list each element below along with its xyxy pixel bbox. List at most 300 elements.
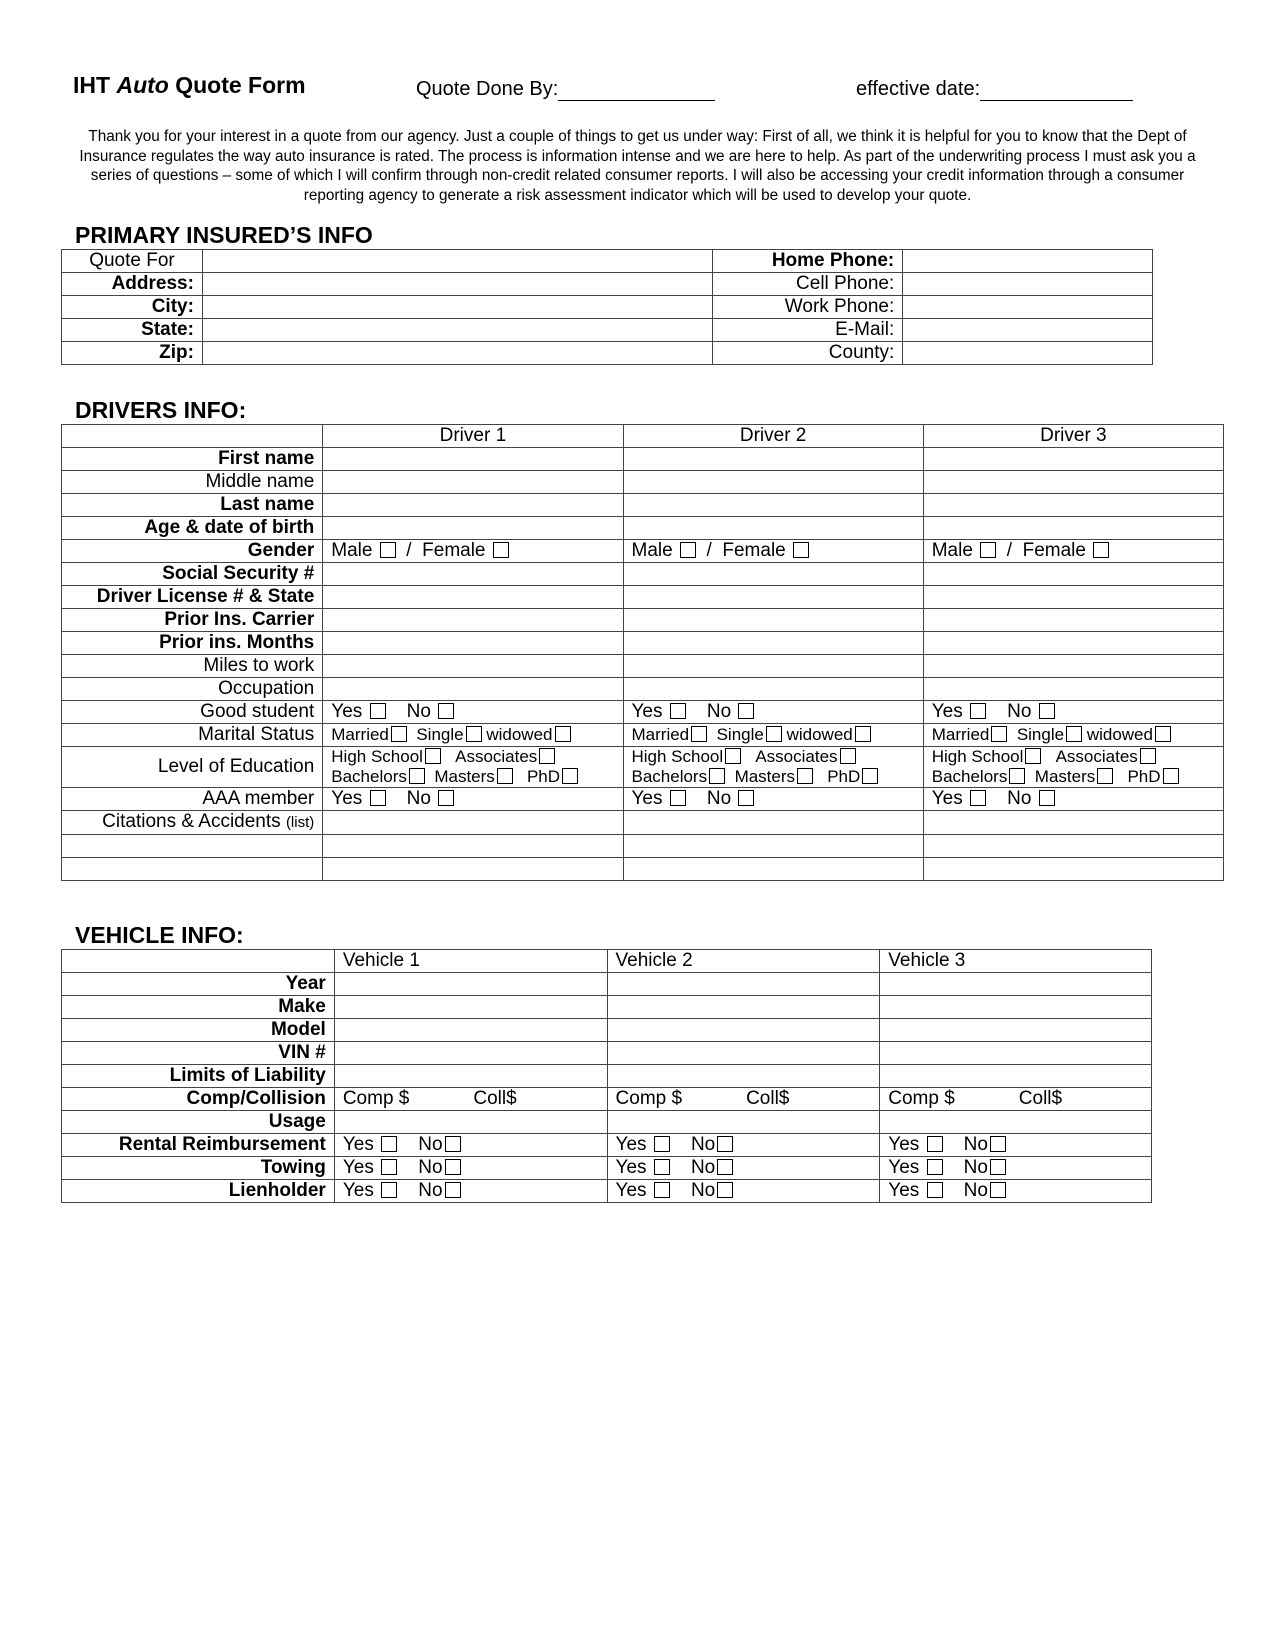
no-option-label: No <box>963 1157 988 1178</box>
driver-3-citations-cell[interactable] <box>923 811 1223 835</box>
no-checkbox[interactable] <box>438 703 454 719</box>
female-checkbox[interactable] <box>793 542 809 558</box>
vehicle-1-year-cell[interactable] <box>334 973 607 996</box>
driver-1-license-cell[interactable] <box>323 586 623 609</box>
table-row <box>62 811 1224 835</box>
table-row <box>62 632 1224 655</box>
address-input[interactable] <box>202 273 712 296</box>
vehicles-table <box>61 949 1152 1203</box>
yes-checkbox[interactable] <box>381 1182 397 1198</box>
table-row <box>62 1111 1152 1134</box>
yes-checkbox[interactable] <box>370 790 386 806</box>
yes-checkbox[interactable] <box>670 703 686 719</box>
table-row <box>62 609 1224 632</box>
table-row <box>62 1134 1152 1157</box>
driver-2-miles-cell[interactable] <box>623 655 923 678</box>
masters-checkbox[interactable] <box>797 768 813 784</box>
gender-separator: / <box>406 540 412 561</box>
female-option-label: Female <box>722 540 786 561</box>
phd-checkbox[interactable] <box>1163 768 1179 784</box>
single-option-label: Single <box>1016 725 1065 744</box>
bachelors-option-label: Bachelors <box>331 767 407 786</box>
drivers-info-heading: DRIVERS INFO: <box>75 397 247 423</box>
no-checkbox[interactable] <box>445 1159 461 1175</box>
driver-1-gender-cell[interactable] <box>323 540 623 563</box>
quote-done-by-label: Quote Done By: <box>416 78 559 100</box>
no-option-label: No <box>418 1134 443 1155</box>
female-option-label: Female <box>1022 540 1086 561</box>
table-row <box>62 586 1224 609</box>
driver-3-license-cell[interactable] <box>923 586 1223 609</box>
yes-checkbox[interactable] <box>970 790 986 806</box>
married-checkbox[interactable] <box>391 726 407 742</box>
driver-3-good-student-cell[interactable] <box>923 701 1223 724</box>
driver-1-citations-cell[interactable] <box>323 811 623 835</box>
driver-3-middle-name-cell[interactable] <box>923 471 1223 494</box>
table-row <box>62 448 1224 471</box>
yes-option-label: Yes <box>331 788 363 809</box>
county-input[interactable] <box>903 342 1153 365</box>
no-option-label: No <box>963 1180 988 1201</box>
age-dob-label: Age & date of birth <box>62 517 323 540</box>
occupation-label: Occupation <box>62 678 323 701</box>
bachelors-checkbox[interactable] <box>1009 768 1025 784</box>
driver-3-miles-cell[interactable] <box>923 655 1223 678</box>
yes-option-label: Yes <box>931 788 963 809</box>
state-label: State: <box>62 319 203 342</box>
driver-2-marital-cell[interactable] <box>623 724 923 747</box>
coll-label: Coll$ <box>473 1088 517 1109</box>
yes-checkbox[interactable] <box>654 1182 670 1198</box>
driver-2-first-name-cell[interactable] <box>623 448 923 471</box>
yes-option-label: Yes <box>615 1180 647 1201</box>
driver-2-middle-name-cell[interactable] <box>623 471 923 494</box>
masters-checkbox[interactable] <box>1097 768 1113 784</box>
driver-2-prior-carrier-cell[interactable] <box>623 609 923 632</box>
female-option-label: Female <box>422 540 486 561</box>
no-checkbox[interactable] <box>445 1136 461 1152</box>
male-option-label: Male <box>931 540 973 561</box>
yes-checkbox[interactable] <box>970 703 986 719</box>
yes-option-label: Yes <box>931 701 963 722</box>
year-label: Year <box>62 973 335 996</box>
no-option-label: No <box>418 1157 443 1178</box>
email-input[interactable] <box>903 319 1153 342</box>
no-option-label: No <box>418 1180 443 1201</box>
married-option-label: Married <box>331 725 389 744</box>
driver-3-last-name-cell[interactable] <box>923 494 1223 517</box>
table-row <box>62 701 1224 724</box>
associates-checkbox[interactable] <box>840 748 856 764</box>
high-school-option-label: High School <box>631 747 724 766</box>
email-label: E-Mail: <box>713 319 903 342</box>
driver-3-ssn-cell[interactable] <box>923 563 1223 586</box>
aaa-label: AAA member <box>62 788 323 811</box>
table-row <box>62 540 1224 563</box>
vehicle-3-header: Vehicle 3 <box>880 950 1152 973</box>
citations-label <box>62 811 323 835</box>
table-row <box>62 996 1152 1019</box>
gender-separator: / <box>706 540 712 561</box>
associates-option-label: Associates <box>755 747 838 766</box>
vehicle-info-heading: VEHICLE INFO: <box>75 922 244 948</box>
table-row <box>62 1019 1152 1042</box>
vehicle-3-rental-cell[interactable] <box>880 1134 1152 1157</box>
table-row <box>62 1180 1152 1203</box>
vehicle-3-limits-cell[interactable] <box>880 1065 1152 1088</box>
yes-checkbox[interactable] <box>927 1159 943 1175</box>
high-school-checkbox[interactable] <box>425 748 441 764</box>
no-checkbox[interactable] <box>1039 790 1055 806</box>
driver-2-prior-months-cell[interactable] <box>623 632 923 655</box>
yes-option-label: Yes <box>888 1180 920 1201</box>
single-checkbox[interactable] <box>766 726 782 742</box>
masters-checkbox[interactable] <box>497 768 513 784</box>
yes-option-label: Yes <box>342 1180 374 1201</box>
female-checkbox[interactable] <box>493 542 509 558</box>
blank-label <box>62 858 323 881</box>
vehicle-1-model-cell[interactable] <box>334 1019 607 1042</box>
address-label: Address: <box>62 273 203 296</box>
married-checkbox[interactable] <box>991 726 1007 742</box>
vehicle-1-comp-coll-cell[interactable] <box>334 1088 607 1111</box>
table-row <box>62 655 1224 678</box>
vehicle-2-make-cell[interactable] <box>607 996 880 1019</box>
comp-coll-label: Comp/Collision <box>62 1088 335 1111</box>
primary-insured-table <box>61 249 1153 365</box>
vehicle-1-make-cell[interactable] <box>334 996 607 1019</box>
widowed-option-label: widowed <box>486 725 553 744</box>
no-option-label: No <box>406 701 431 722</box>
no-checkbox[interactable] <box>738 703 754 719</box>
no-checkbox[interactable] <box>738 790 754 806</box>
driver-1-first-name-cell[interactable] <box>323 448 623 471</box>
zip-label: Zip: <box>62 342 203 365</box>
male-option-label: Male <box>331 540 373 561</box>
table-row <box>62 296 1153 319</box>
driver-1-blank-cell[interactable] <box>323 835 623 858</box>
male-checkbox[interactable] <box>380 542 396 558</box>
no-checkbox[interactable] <box>438 790 454 806</box>
male-checkbox[interactable] <box>680 542 696 558</box>
vehicle-1-usage-cell[interactable] <box>334 1111 607 1134</box>
prior-carrier-label: Prior Ins. Carrier <box>62 609 323 632</box>
vehicle-3-usage-cell[interactable] <box>880 1111 1152 1134</box>
driver-3-prior-carrier-cell[interactable] <box>923 609 1223 632</box>
widowed-option-label: widowed <box>786 725 853 744</box>
work-phone-input[interactable] <box>903 296 1153 319</box>
high-school-checkbox[interactable] <box>725 748 741 764</box>
vehicle-2-limits-cell[interactable] <box>607 1065 880 1088</box>
effective-date-input[interactable] <box>980 80 1133 101</box>
driver-1-blank-cell[interactable] <box>323 858 623 881</box>
driver-3-first-name-cell[interactable] <box>923 448 1223 471</box>
quote-for-input[interactable] <box>202 250 712 273</box>
yes-option-label: Yes <box>631 701 663 722</box>
driver-2-aaa-cell[interactable] <box>623 788 923 811</box>
driver-3-blank-cell[interactable] <box>923 858 1223 881</box>
yes-checkbox[interactable] <box>654 1159 670 1175</box>
no-option-label: No <box>690 1157 716 1178</box>
rental-label: Rental Reimbursement <box>62 1134 335 1157</box>
education-label: Level of Education <box>62 747 323 788</box>
zip-input[interactable] <box>202 342 712 365</box>
no-checkbox[interactable] <box>717 1159 733 1175</box>
associates-checkbox[interactable] <box>539 748 555 764</box>
driver-2-occupation-cell[interactable] <box>623 678 923 701</box>
yes-option-label: Yes <box>342 1157 374 1178</box>
vehicle-1-limits-cell[interactable] <box>334 1065 607 1088</box>
table-row <box>62 747 1224 788</box>
vehicle-1-rental-cell[interactable] <box>334 1134 607 1157</box>
yes-option-label: Yes <box>331 701 363 722</box>
bachelors-checkbox[interactable] <box>409 768 425 784</box>
driver-2-ssn-cell[interactable] <box>623 563 923 586</box>
no-option-label: No <box>706 701 732 722</box>
driver-1-prior-carrier-cell[interactable] <box>323 609 623 632</box>
comp-label: Comp $ <box>342 1088 410 1109</box>
widowed-checkbox[interactable] <box>1155 726 1171 742</box>
single-checkbox[interactable] <box>466 726 482 742</box>
bachelors-checkbox[interactable] <box>709 768 725 784</box>
vehicle-2-model-cell[interactable] <box>607 1019 880 1042</box>
make-label: Make <box>62 996 335 1019</box>
married-checkbox[interactable] <box>691 726 707 742</box>
married-option-label: Married <box>931 725 990 744</box>
table-row <box>62 517 1224 540</box>
female-checkbox[interactable] <box>1093 542 1109 558</box>
driver-1-occupation-cell[interactable] <box>323 678 623 701</box>
gender-label: Gender <box>62 540 323 563</box>
driver-3-gender-cell[interactable] <box>923 540 1223 563</box>
driver-1-prior-months-cell[interactable] <box>323 632 623 655</box>
driver-3-marital-cell[interactable] <box>923 724 1223 747</box>
driver-1-middle-name-cell[interactable] <box>323 471 623 494</box>
phd-option-label: PhD <box>526 767 561 786</box>
driver-2-gender-cell[interactable] <box>623 540 923 563</box>
quote-done-by-field <box>416 78 715 101</box>
vehicle-2-rental-cell[interactable] <box>607 1134 880 1157</box>
driver-1-miles-cell[interactable] <box>323 655 623 678</box>
vehicle-1-towing-cell[interactable] <box>334 1157 607 1180</box>
single-checkbox[interactable] <box>1066 726 1082 742</box>
yes-option-label: Yes <box>615 1134 647 1155</box>
yes-option-label: Yes <box>888 1157 920 1178</box>
vehicle-2-year-cell[interactable] <box>607 973 880 996</box>
phd-option-label: PhD <box>827 767 861 786</box>
vehicle-2-lienholder-cell[interactable] <box>607 1180 880 1203</box>
blank-label <box>62 835 323 858</box>
single-option-label: Single <box>416 725 464 744</box>
ssn-label: Social Security # <box>62 563 323 586</box>
yes-checkbox[interactable] <box>927 1182 943 1198</box>
table-row <box>62 471 1224 494</box>
cell-phone-label: Cell Phone: <box>713 273 903 296</box>
table-row <box>62 678 1224 701</box>
driver-2-education-cell[interactable] <box>623 747 923 788</box>
city-input[interactable] <box>202 296 712 319</box>
yes-option-label: Yes <box>615 1157 647 1178</box>
vehicle-3-year-cell[interactable] <box>880 973 1152 996</box>
no-option-label: No <box>706 788 732 809</box>
home-phone-label: Home Phone: <box>713 250 903 273</box>
comp-label: Comp $ <box>888 1088 955 1109</box>
vehicle-3-model-cell[interactable] <box>880 1019 1152 1042</box>
driver-3-blank-cell[interactable] <box>923 835 1223 858</box>
vehicle-3-lienholder-cell[interactable] <box>880 1180 1152 1203</box>
masters-option-label: Masters <box>734 767 796 786</box>
yes-checkbox[interactable] <box>927 1136 943 1152</box>
comp-label: Comp $ <box>615 1088 683 1109</box>
associates-checkbox[interactable] <box>1140 748 1156 764</box>
no-checkbox[interactable] <box>990 1182 1006 1198</box>
yes-checkbox[interactable] <box>654 1136 670 1152</box>
towing-label: Towing <box>62 1157 335 1180</box>
driver-3-aaa-cell[interactable] <box>923 788 1223 811</box>
table-row <box>62 973 1152 996</box>
coll-label: Coll$ <box>746 1088 790 1109</box>
associates-option-label: Associates <box>455 747 538 766</box>
widowed-checkbox[interactable] <box>855 726 871 742</box>
cell-phone-input[interactable] <box>903 273 1153 296</box>
driver-1-age-dob-cell[interactable] <box>323 517 623 540</box>
driver-3-age-dob-cell[interactable] <box>923 517 1223 540</box>
phd-option-label: PhD <box>1127 767 1161 786</box>
table-row <box>62 724 1224 747</box>
model-label: Model <box>62 1019 335 1042</box>
work-phone-label: Work Phone: <box>713 296 903 319</box>
yes-checkbox[interactable] <box>381 1159 397 1175</box>
quote-done-by-input[interactable] <box>558 80 715 101</box>
driver-2-age-dob-cell[interactable] <box>623 517 923 540</box>
driver-3-prior-months-cell[interactable] <box>923 632 1223 655</box>
lienholder-label: Lienholder <box>62 1180 335 1203</box>
no-option-label: No <box>690 1180 716 1201</box>
no-checkbox[interactable] <box>717 1136 733 1152</box>
driver-1-marital-cell[interactable] <box>323 724 623 747</box>
driver-2-blank-cell[interactable] <box>623 858 923 881</box>
single-option-label: Single <box>716 725 764 744</box>
driver-3-education-cell[interactable] <box>923 747 1223 788</box>
effective-date-label: effective date: <box>856 78 981 100</box>
quote-for-label: Quote For <box>62 250 203 273</box>
vehicle-1-header: Vehicle 1 <box>334 950 607 973</box>
table-row <box>62 563 1224 586</box>
table-row <box>62 342 1153 365</box>
citations-label: Citations & Accidents <box>102 811 281 832</box>
state-input[interactable] <box>202 319 712 342</box>
intro-paragraph: Thank you for your interest in a quote from our agency. Just a couple of things to get us under way: First of all, we think it is helpful for you to know that the Dept of Insurance regulates the way auto insurance is rated. The process is information intense and we are here to help. As part of the underwriting process I must ask you a series of questions – some of which I will confirm through non-credit related consumer reports. I will also be accessing your credit information through a consumer reporting agency to generate a risk assessment indicator which will be used to develop your quote. <box>79 128 1196 204</box>
primary-insured-heading: PRIMARY INSURED’S INFO <box>75 222 373 248</box>
male-checkbox[interactable] <box>980 542 996 558</box>
table-row <box>62 1042 1152 1065</box>
yes-option-label: Yes <box>888 1134 920 1155</box>
masters-option-label: Masters <box>1034 767 1096 786</box>
table-row <box>62 319 1153 342</box>
yes-option-label: Yes <box>631 788 663 809</box>
county-label: County: <box>713 342 903 365</box>
widowed-checkbox[interactable] <box>555 726 571 742</box>
driver-1-good-student-cell[interactable] <box>323 701 623 724</box>
vin-label: VIN # <box>62 1042 335 1065</box>
no-checkbox[interactable] <box>990 1136 1006 1152</box>
vehicle-2-towing-cell[interactable] <box>607 1157 880 1180</box>
driver-1-education-cell[interactable] <box>323 747 623 788</box>
vehicle-2-vin-cell[interactable] <box>607 1042 880 1065</box>
driver-2-license-cell[interactable] <box>623 586 923 609</box>
home-phone-input[interactable] <box>903 250 1153 273</box>
male-option-label: Male <box>631 540 673 561</box>
bachelors-option-label: Bachelors <box>631 767 708 786</box>
city-label: City: <box>62 296 203 319</box>
driver-2-last-name-cell[interactable] <box>623 494 923 517</box>
vehicle-2-comp-coll-cell[interactable] <box>607 1088 880 1111</box>
effective-date-field <box>856 78 1133 101</box>
driver-2-blank-cell[interactable] <box>623 835 923 858</box>
vehicle-3-make-cell[interactable] <box>880 996 1152 1019</box>
vehicle-1-lienholder-cell[interactable] <box>334 1180 607 1203</box>
yes-checkbox[interactable] <box>370 703 386 719</box>
no-checkbox[interactable] <box>990 1159 1006 1175</box>
table-header-row <box>62 425 1224 448</box>
limits-label: Limits of Liability <box>62 1065 335 1088</box>
miles-label: Miles to work <box>62 655 323 678</box>
high-school-option-label: High School <box>331 747 423 766</box>
vehicle-3-comp-coll-cell[interactable] <box>880 1088 1152 1111</box>
table-row <box>62 858 1224 881</box>
table-row <box>62 1157 1152 1180</box>
no-checkbox[interactable] <box>445 1182 461 1198</box>
table-row <box>62 1065 1152 1088</box>
no-option-label: No <box>963 1134 988 1155</box>
high-school-checkbox[interactable] <box>1025 748 1041 764</box>
table-header-row <box>62 950 1152 973</box>
vehicle-1-vin-cell[interactable] <box>334 1042 607 1065</box>
good-student-label: Good student <box>62 701 323 724</box>
associates-option-label: Associates <box>1055 747 1138 766</box>
driver-3-occupation-cell[interactable] <box>923 678 1223 701</box>
no-checkbox[interactable] <box>717 1182 733 1198</box>
driver-1-aaa-cell[interactable] <box>323 788 623 811</box>
yes-option-label: Yes <box>342 1134 374 1155</box>
vehicle-3-vin-cell[interactable] <box>880 1042 1152 1065</box>
table-row <box>62 835 1224 858</box>
vehicle-2-usage-cell[interactable] <box>607 1111 880 1134</box>
no-checkbox[interactable] <box>1039 703 1055 719</box>
drivers-table <box>61 424 1224 881</box>
table-row <box>62 494 1224 517</box>
driver-3-header: Driver 3 <box>923 425 1223 448</box>
masters-option-label: Masters <box>434 767 495 786</box>
first-name-label: First name <box>62 448 323 471</box>
yes-checkbox[interactable] <box>670 790 686 806</box>
phd-checkbox[interactable] <box>562 768 578 784</box>
usage-label: Usage <box>62 1111 335 1134</box>
bachelors-option-label: Bachelors <box>931 767 1008 786</box>
form-title: IHT Auto Quote Form <box>73 72 306 98</box>
driver-2-good-student-cell[interactable] <box>623 701 923 724</box>
table-row <box>62 788 1224 811</box>
driver-1-last-name-cell[interactable] <box>323 494 623 517</box>
yes-checkbox[interactable] <box>381 1136 397 1152</box>
no-option-label: No <box>1007 788 1032 809</box>
driver-2-citations-cell[interactable] <box>623 811 923 835</box>
driver-1-ssn-cell[interactable] <box>323 563 623 586</box>
table-row <box>62 250 1153 273</box>
vehicle-3-towing-cell[interactable] <box>880 1157 1152 1180</box>
phd-checkbox[interactable] <box>862 768 878 784</box>
coll-label: Coll$ <box>1018 1088 1063 1109</box>
